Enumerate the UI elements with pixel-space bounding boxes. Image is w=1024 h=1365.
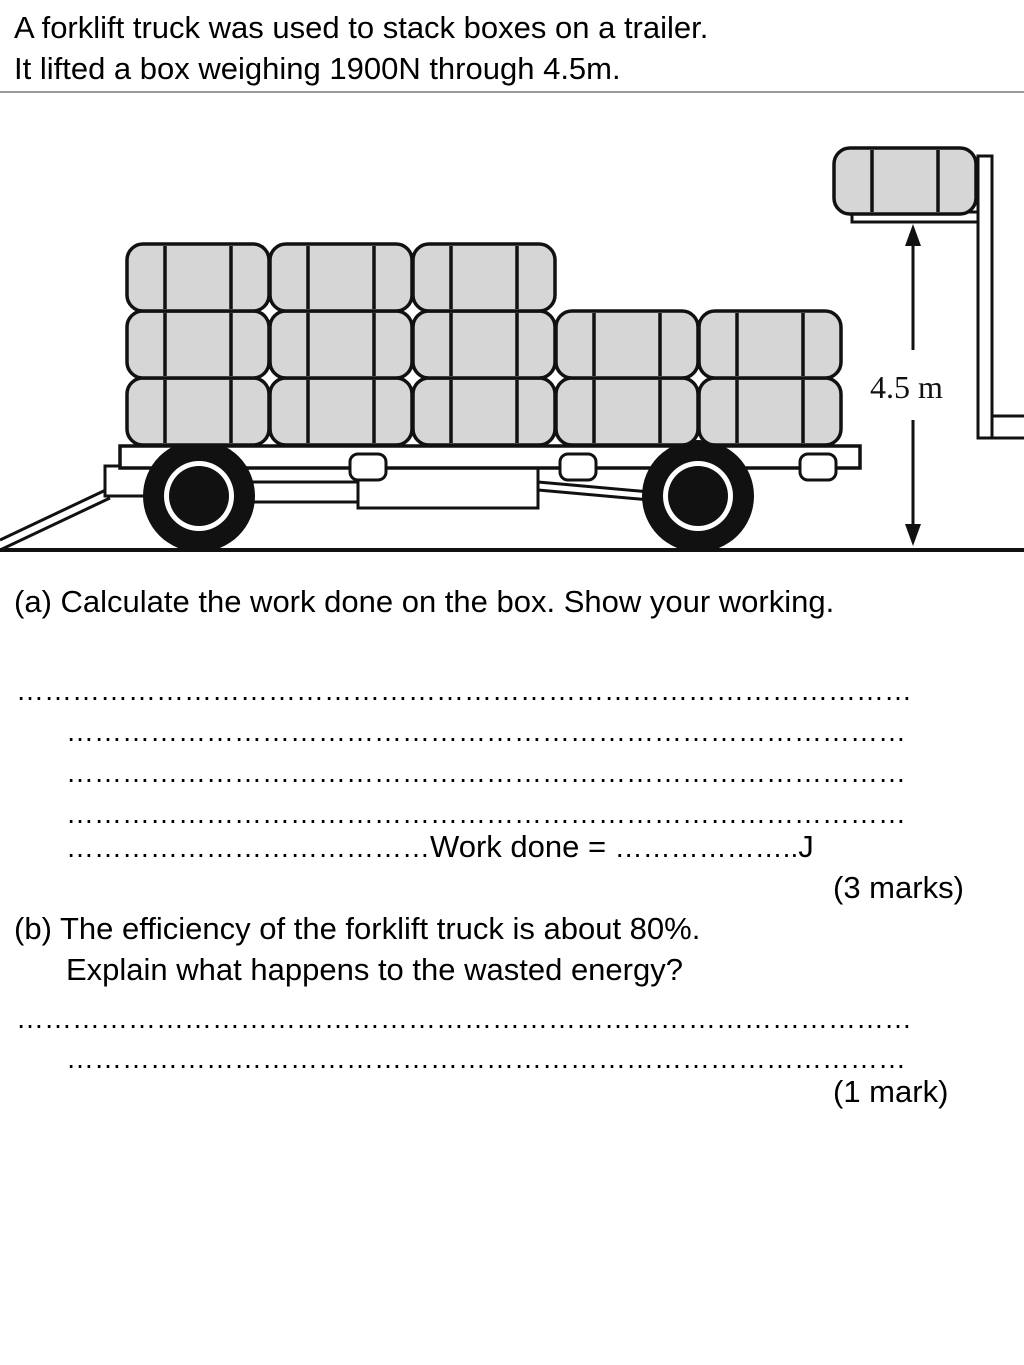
- lifted-box: [834, 148, 976, 214]
- work-done-answer-blank[interactable]: ………………..: [614, 832, 799, 863]
- wheel-left: [143, 440, 255, 552]
- part-a-answer-line-4[interactable]: ………………………………………………………………………………: [66, 798, 906, 829]
- forklift-mast: [978, 156, 992, 438]
- part-a-answer-line-3[interactable]: ………………………………………………………………………………: [66, 757, 906, 788]
- forklift-trailer-diagram: [0, 110, 1024, 570]
- height-label: 4.5 m: [870, 369, 943, 405]
- part-b-question-line-2: Explain what happens to the wasted energy?: [66, 952, 683, 987]
- divider: [0, 91, 1024, 93]
- part-b-answer-line-2[interactable]: ………………………………………………………………………………: [66, 1043, 906, 1074]
- intro-line-2: It lifted a box weighing 1900N through 4.5m.: [14, 51, 621, 86]
- work-done-row: [66, 829, 814, 866]
- work-done-label: Work done =: [430, 829, 615, 864]
- part-b-answer-line-1[interactable]: ……………………………………………………………………………………: [16, 1003, 912, 1034]
- part-a-question: (a) Calculate the work done on the box. Show your working.: [14, 584, 835, 619]
- part-b-marks: (1 mark): [833, 1074, 949, 1109]
- work-done-leading-dots: …………………………………: [66, 832, 430, 863]
- wheel-right: [642, 440, 754, 552]
- work-done-unit: J: [798, 829, 814, 864]
- part-a-answer-line-2[interactable]: ………………………………………………………………………………: [66, 716, 906, 747]
- part-b-question-line-1: (b) The efficiency of the forklift truck is about 80%.: [14, 911, 701, 946]
- part-a-answer-line-1[interactable]: ……………………………………………………………………………………: [16, 675, 912, 706]
- intro-line-1: A forklift truck was used to stack boxes on a trailer.: [14, 10, 709, 45]
- part-a-marks: (3 marks): [833, 870, 964, 905]
